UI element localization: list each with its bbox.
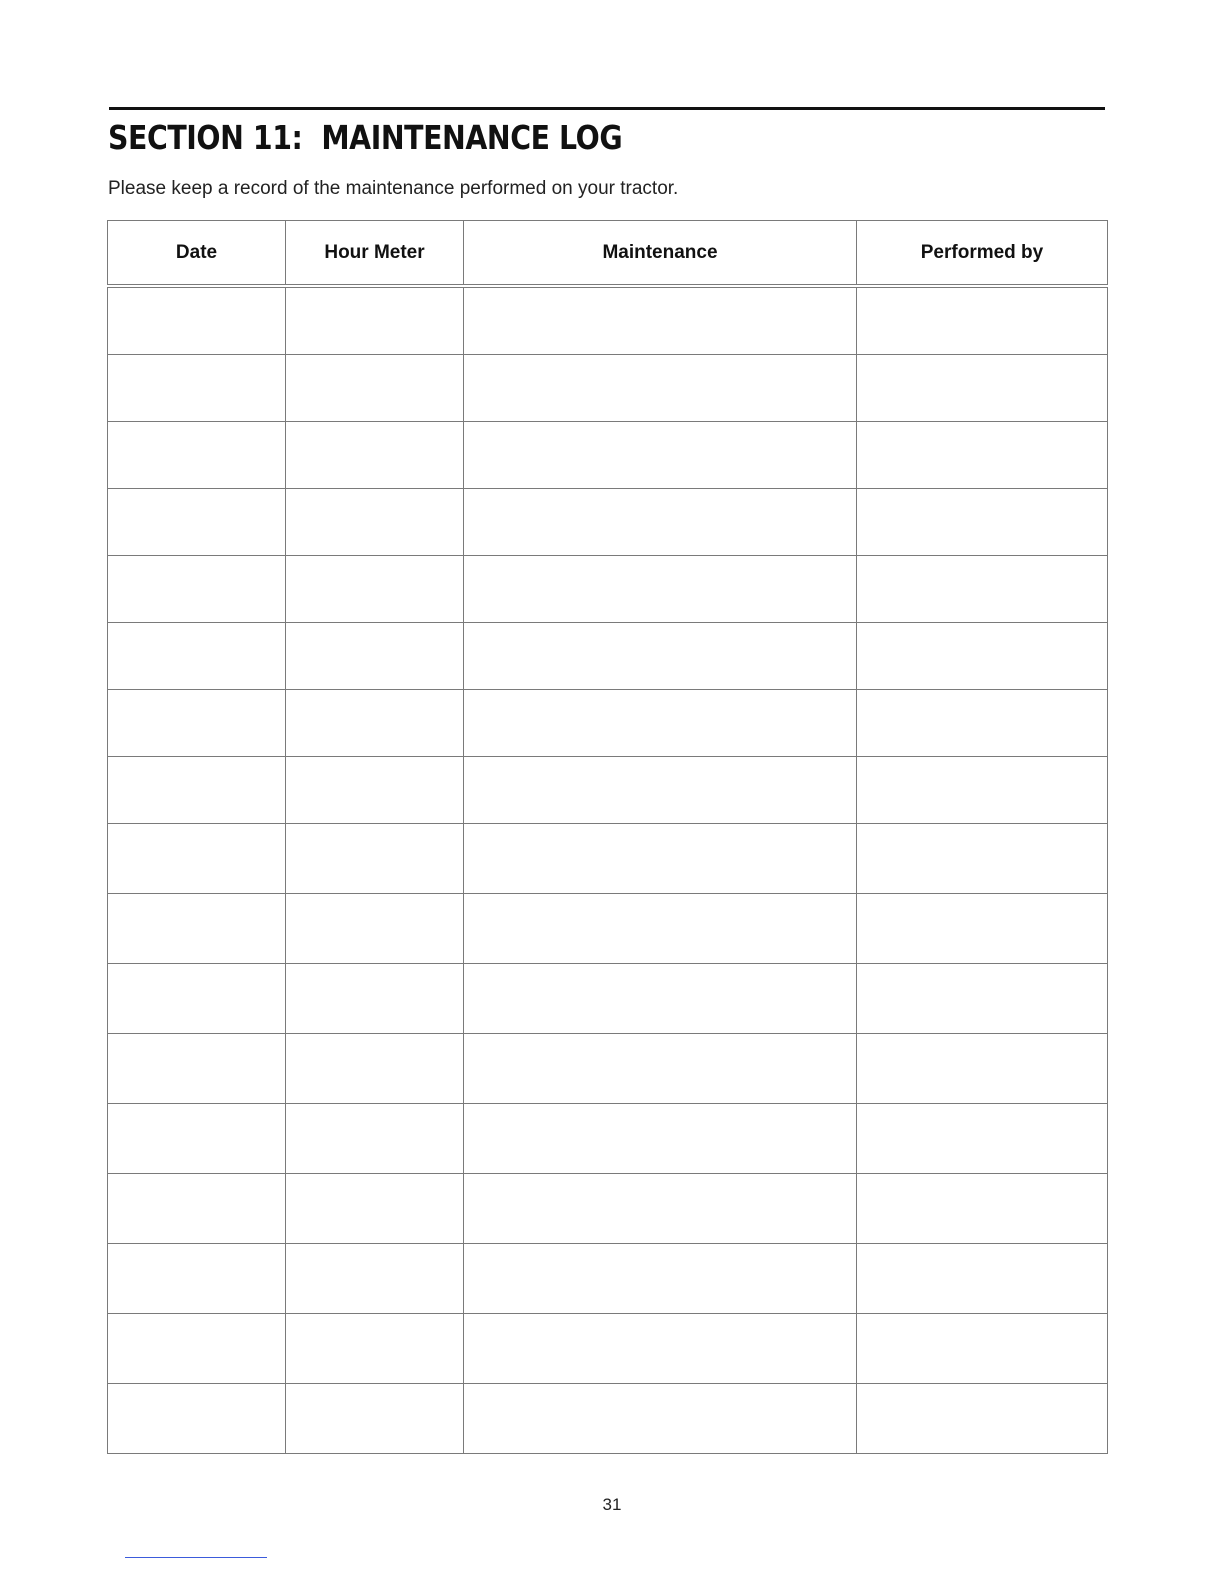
date-cell[interactable] [108, 964, 286, 1034]
performed-by-cell[interactable] [857, 422, 1108, 489]
table-row [108, 286, 1108, 355]
hour-meter-cell[interactable] [286, 894, 464, 964]
date-cell[interactable] [108, 690, 286, 757]
performed-by-cell[interactable] [857, 1034, 1108, 1104]
maintenance-cell[interactable] [464, 1104, 857, 1174]
maintenance-cell[interactable] [464, 690, 857, 757]
table-row [108, 757, 1108, 824]
date-cell[interactable] [108, 355, 286, 422]
hour-meter-cell[interactable] [286, 824, 464, 894]
maintenance-cell[interactable] [464, 1034, 857, 1104]
date-cell[interactable] [108, 489, 286, 556]
table-row [108, 1034, 1108, 1104]
date-cell[interactable] [108, 286, 286, 355]
hour-meter-cell[interactable] [286, 286, 464, 355]
table-row [108, 355, 1108, 422]
maintenance-cell[interactable] [464, 964, 857, 1034]
column-header-hour-meter: Hour Meter [286, 221, 464, 287]
table-row [108, 422, 1108, 489]
bottom-link-underline [125, 1557, 267, 1558]
hour-meter-cell[interactable] [286, 1244, 464, 1314]
table-row [108, 623, 1108, 690]
performed-by-cell[interactable] [857, 1104, 1108, 1174]
date-cell[interactable] [108, 1244, 286, 1314]
table-row [108, 1314, 1108, 1384]
date-cell[interactable] [108, 1104, 286, 1174]
hour-meter-cell[interactable] [286, 1174, 464, 1244]
table-row [108, 1174, 1108, 1244]
hour-meter-cell[interactable] [286, 757, 464, 824]
maintenance-cell[interactable] [464, 623, 857, 690]
date-cell[interactable] [108, 1174, 286, 1244]
date-cell[interactable] [108, 556, 286, 623]
table-row [108, 556, 1108, 623]
section-title: SECTION 11: MAINTENANCE LOG [108, 118, 623, 157]
date-cell[interactable] [108, 894, 286, 964]
hour-meter-cell[interactable] [286, 964, 464, 1034]
performed-by-cell[interactable] [857, 894, 1108, 964]
performed-by-cell[interactable] [857, 355, 1108, 422]
hour-meter-cell[interactable] [286, 355, 464, 422]
table-row [108, 824, 1108, 894]
table-row [108, 964, 1108, 1034]
hour-meter-cell[interactable] [286, 556, 464, 623]
hour-meter-cell[interactable] [286, 1104, 464, 1174]
performed-by-cell[interactable] [857, 824, 1108, 894]
date-cell[interactable] [108, 1034, 286, 1104]
maintenance-cell[interactable] [464, 1174, 857, 1244]
performed-by-cell[interactable] [857, 964, 1108, 1034]
maintenance-cell[interactable] [464, 556, 857, 623]
performed-by-cell[interactable] [857, 489, 1108, 556]
hour-meter-cell[interactable] [286, 1034, 464, 1104]
maintenance-cell[interactable] [464, 824, 857, 894]
performed-by-cell[interactable] [857, 1314, 1108, 1384]
table-row [108, 1244, 1108, 1314]
table-row [108, 489, 1108, 556]
date-cell[interactable] [108, 422, 286, 489]
maintenance-cell[interactable] [464, 757, 857, 824]
hour-meter-cell[interactable] [286, 1314, 464, 1384]
performed-by-cell[interactable] [857, 556, 1108, 623]
column-header-performed-by: Performed by [857, 221, 1108, 287]
performed-by-cell[interactable] [857, 1384, 1108, 1454]
maintenance-cell[interactable] [464, 1314, 857, 1384]
maintenance-log-table [107, 220, 1108, 1454]
performed-by-cell[interactable] [857, 623, 1108, 690]
maintenance-cell[interactable] [464, 1244, 857, 1314]
column-header-maintenance: Maintenance [464, 221, 857, 287]
table-row [108, 1104, 1108, 1174]
date-cell[interactable] [108, 1384, 286, 1454]
hour-meter-cell[interactable] [286, 623, 464, 690]
maintenance-cell[interactable] [464, 489, 857, 556]
maintenance-cell[interactable] [464, 355, 857, 422]
hour-meter-cell[interactable] [286, 690, 464, 757]
performed-by-cell[interactable] [857, 1174, 1108, 1244]
performed-by-cell[interactable] [857, 757, 1108, 824]
date-cell[interactable] [108, 623, 286, 690]
table-row [108, 894, 1108, 964]
performed-by-cell[interactable] [857, 1244, 1108, 1314]
table-body [108, 286, 1108, 1454]
hour-meter-cell[interactable] [286, 489, 464, 556]
hour-meter-cell[interactable] [286, 422, 464, 489]
maintenance-cell[interactable] [464, 894, 857, 964]
section-top-rule [109, 107, 1105, 110]
performed-by-cell[interactable] [857, 690, 1108, 757]
column-header-date: Date [108, 221, 286, 287]
maintenance-cell[interactable] [464, 286, 857, 355]
date-cell[interactable] [108, 757, 286, 824]
table-header-row [108, 221, 1108, 287]
intro-text: Please keep a record of the maintenance performed on your tractor. [108, 178, 679, 199]
page-number: 31 [602, 1495, 622, 1514]
maintenance-cell[interactable] [464, 422, 857, 489]
table-row [108, 1384, 1108, 1454]
date-cell[interactable] [108, 824, 286, 894]
date-cell[interactable] [108, 1314, 286, 1384]
table-row [108, 690, 1108, 757]
maintenance-cell[interactable] [464, 1384, 857, 1454]
hour-meter-cell[interactable] [286, 1384, 464, 1454]
performed-by-cell[interactable] [857, 286, 1108, 355]
